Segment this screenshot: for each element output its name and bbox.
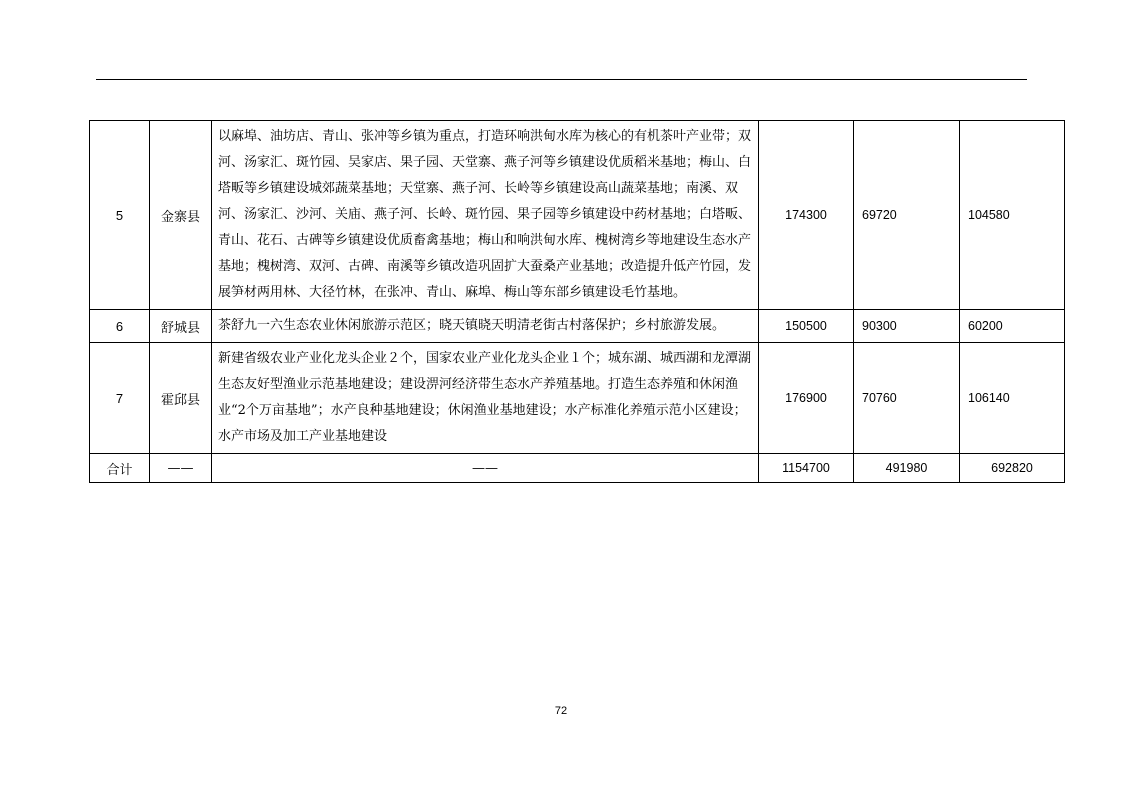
value2-cell: 69720: [854, 121, 960, 310]
value1-cell: 150500: [759, 310, 854, 343]
table-row: [90, 310, 1065, 343]
value3-cell: 104580: [960, 121, 1065, 310]
total-description-dash: ——: [212, 454, 759, 483]
table-row: [90, 343, 1065, 454]
county-cell: 舒城县: [150, 310, 212, 343]
row-index-cell: 7: [90, 343, 150, 454]
value1-cell: 176900: [759, 343, 854, 454]
total-county-dash: ——: [150, 454, 212, 483]
county-cell: 霍邱县: [150, 343, 212, 454]
description-cell: 新建省级农业产业化龙头企业２个，国家农业产业化龙头企业１个；城东湖、城西湖和龙潭湖生态友好型渔业示范基地建设；建设淠河经济带生态水产养殖基地。打造生态养殖和休闲渔业“2个万亩基地”；水产良种基地建设；休闲渔业基地建设；水产标准化养殖示范小区建设；水产市场及加工产业基地建设: [212, 343, 759, 454]
description-cell: 以麻埠、油坊店、青山、张冲等乡镇为重点，打造环响洪甸水库为核心的有机茶叶产业带；双河、汤家汇、斑竹园、吴家店、果子园、天堂寨、燕子河等乡镇建设优质稻米基地；梅山、白塔畈等乡镇建设城郊蔬菜基地；天堂寨、燕子河、长岭等乡镇建设高山蔬菜基地；南溪、双河、汤家汇、沙河、关庙、燕子河、长岭、斑竹园、果子园等乡镇建设中药材基地；白塔畈、青山、花石、古碑等乡镇建设优质畜禽基地；梅山和响洪甸水库、槐树湾乡等地建设生态水产基地；槐树湾、双河、古碑、南溪等乡镇改造巩固扩大蚕桑产业基地；改造提升低产竹园，发展笋材两用林、大径竹林，在张冲、青山、麻埠、梅山等东部乡镇建设毛竹基地。: [212, 121, 759, 310]
total-row: [90, 454, 1065, 483]
header-rule: [96, 79, 1027, 80]
total-value1-cell: 1154700: [759, 454, 854, 483]
row-index-cell: 6: [90, 310, 150, 343]
county-cell: 金寨县: [150, 121, 212, 310]
total-value2-cell: 491980: [854, 454, 960, 483]
description-cell: 茶舒九一六生态农业休闲旅游示范区；晓天镇晓天明清老街古村落保护；乡村旅游发展。: [212, 310, 759, 343]
table-row: [90, 121, 1065, 310]
row-index-cell: 5: [90, 121, 150, 310]
value2-cell: 70760: [854, 343, 960, 454]
total-label-cell: 合计: [90, 454, 150, 483]
investment-table: [89, 120, 1065, 483]
value2-cell: 90300: [854, 310, 960, 343]
value3-cell: 60200: [960, 310, 1065, 343]
value3-cell: 106140: [960, 343, 1065, 454]
total-value3-cell: 692820: [960, 454, 1065, 483]
value1-cell: 174300: [759, 121, 854, 310]
page-number: 72: [554, 705, 568, 717]
